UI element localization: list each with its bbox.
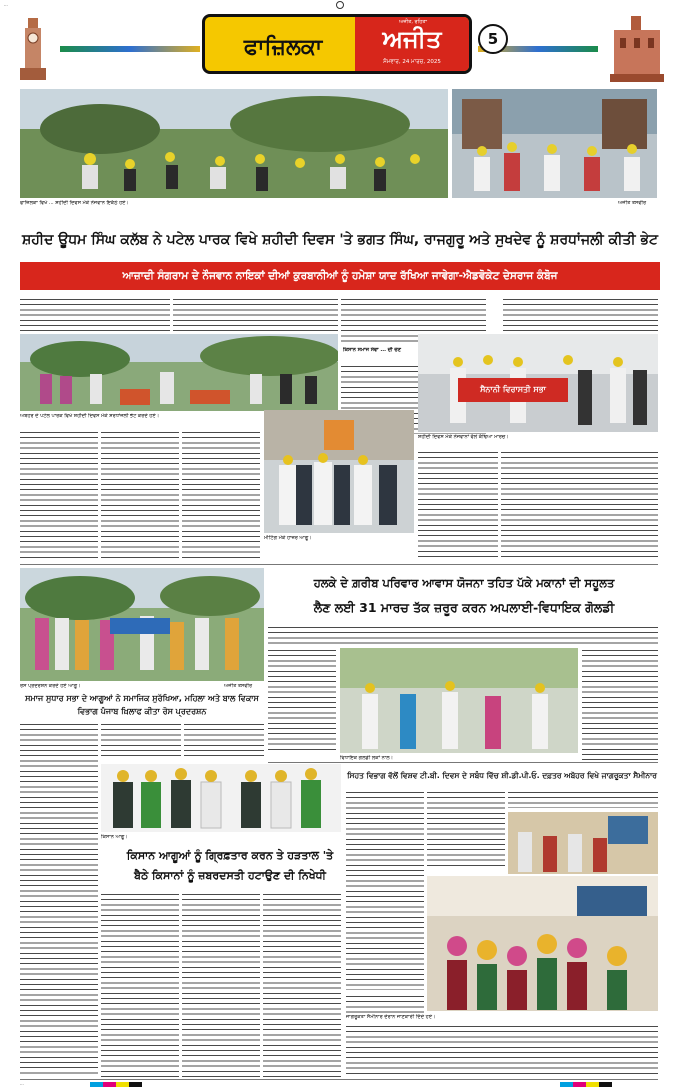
caption-march: ਸ਼ਹੀਦੀ ਦਿਵਸ ਮੌਕੇ ਨੌਜਵਾਨਾਂ ਵੱਲੋਂ ਕੱਢਿਆ ਮਾਰਚ।	[418, 434, 509, 440]
photo-seminar-hall	[427, 876, 658, 1011]
footer-text: ...	[20, 1081, 24, 1086]
article5-body-col3	[508, 790, 658, 808]
article5-headline-box	[346, 766, 658, 786]
clock-tower-icon	[14, 16, 52, 82]
masthead-right-word: ਅਜੀਤ	[382, 25, 442, 53]
photo-protest	[20, 568, 264, 681]
divider-line-1	[20, 564, 658, 565]
article2-body-right	[582, 648, 658, 760]
masthead-left-word: ਫਾਜ਼ਿਲਕਾ	[243, 35, 323, 60]
masthead-stripe-left	[60, 46, 200, 52]
page-number: 5	[478, 24, 508, 54]
color-registration-strip-2	[560, 1082, 612, 1087]
masthead-title-box	[202, 14, 472, 74]
article5-body-bottom	[346, 1024, 658, 1074]
article3-headline-box	[20, 692, 264, 718]
article2-body-top	[268, 625, 658, 645]
caption-protest: ਰੋਸ ਪ੍ਰਦਰਸ਼ਨ ਕਰਦੇ ਹੋਏ ਆਗੂ।	[20, 683, 81, 689]
article2-headline-line1: ਹਲਕੇ ਦੇ ਗ਼ਰੀਬ ਪਰਿਵਾਰ ਆਵਾਸ ਯੋਜਨਾ ਤਹਿਤ ਪੱਕੇ ਮਕਾਨਾਂ ਦੀ ਸਹੂਲਤ	[313, 576, 615, 590]
article-body-col2	[173, 297, 338, 331]
photo-meeting	[264, 410, 414, 533]
masthead	[0, 10, 677, 88]
article-body-col1	[20, 297, 170, 331]
article5-body-col2	[427, 790, 505, 870]
masthead-top-small: ਅਜੀਤ, ਰਹਿਤਾ	[399, 19, 427, 25]
divider-line-2	[268, 762, 658, 763]
top-photo-right	[452, 89, 657, 198]
photo-march	[418, 334, 658, 432]
top-photo-caption: ਫਾਜ਼ਿਲਕਾ ਵਿਖੇ ... ਸ਼ਹੀਦੀ ਦਿਵਸ ਮੌਕੇ ਨੌਜਵਾਨ ਇਕੱਠੇ ਹੋਏ।	[20, 200, 129, 206]
article-body-col5	[20, 430, 98, 560]
banner-in-photo: ਸੈਨਾਨੀ ਵਿਰਾਸਤੀ ਸਭਾ	[480, 385, 546, 394]
small-box-headline: ਕਿਸਾਨ ਸਮਾਜ ਸੇਵਾ ... ਦੀ ਚੋਣ	[343, 347, 401, 353]
photo-seminar	[508, 812, 658, 874]
article-body-col7	[182, 430, 260, 560]
print-meta: ...	[4, 2, 8, 7]
article4-body-col2	[182, 892, 260, 1077]
main-headline: ਸ਼ਹੀਦ ਊਧਮ ਸਿੰਘ ਕਲੱਬ ਨੇ ਪਟੇਲ ਪਾਰਕ ਵਿਖੇ ਸ਼ਹੀਦੀ ਦਿਵਸ 'ਤੇ ਭਗਤ ਸਿੰਘ, ਰਾਜਗੁਰੂ ਅਤੇ ਸੁਖਦੇਵ ਨੂੰ ਸ਼ਰਧਾਂਜਲੀ ਕੀਤੀ ਭੇਟ	[21, 232, 659, 248]
article5-body-col1	[346, 790, 424, 990]
banner-headline: ਆਜ਼ਾਦੀ ਸੰਗਰਾਮ ਦੇ ਨੌਜਵਾਨ ਨਾਇਕਾਂ ਦੀਆਂ ਕੁਰਬਾਨੀਆਂ ਨੂੰ ਹਮੇਸ਼ਾ ਯਾਦ ਰੱਖਿਆ ਜਾਵੇਗਾ-ਐਡਵੋਕੇਟ ਦੇਸਰਾਜ ਕੰਬੋਜ	[122, 270, 558, 282]
caption-farmers: ਕਿਸਾਨ ਆਗੂ।	[101, 834, 128, 840]
photo-farmers	[101, 764, 341, 832]
registration-mark-icon	[336, 1, 344, 9]
caption-seminar: ਜਾਗਰੂਕਤਾ ਸੈਮੀਨਾਰ ਦੌਰਾਨ ਜਾਣਕਾਰੀ ਦਿੰਦੇ ਹੋਏ।	[346, 1014, 436, 1020]
article2-body-left	[268, 648, 336, 753]
article4-headline: ਕਿਸਾਨ ਆਗੂਆਂ ਨੂੰ ਗ੍ਰਿਫ਼ਤਾਰ ਕਰਨ ਤੇ ਹੜਤਾਲ 'ਤੇ ਬੈਠੇ ਕਿਸਾਨਾਂ ਨੂੰ ਜ਼ਬਰਦਸਤੀ ਹਟਾਉਣ ਦੀ ਨਿਖੇਧੀ	[126, 849, 334, 882]
article4-body-col3	[263, 892, 341, 1077]
article-body-col6	[101, 430, 179, 560]
article5-body-col4	[346, 994, 424, 1014]
article3-body-col3	[184, 722, 264, 760]
article4-headline-box	[120, 846, 340, 888]
article5-headline: ਸਿਹਤ ਵਿਭਾਗ ਵੱਲੋਂ ਵਿਸ਼ਵ ਟੀ.ਬੀ. ਦਿਵਸ ਦੇ ਸਬੰਧ ਵਿੱਚ ਸ਼ੀ.ਡੀ.ਪੀ.ਓ. ਦਫ਼ਤਰ ਅਬੋਹਰ ਵਿਖੇ ਜਾਗਰੂਕਤਾ ਸੈਮੀਨਾਰ	[347, 771, 657, 780]
caption-meeting: ਮੀਟਿੰਗ ਮੌਕੇ ਹਾਜ਼ਰ ਆਗੂ।	[264, 535, 312, 541]
caption-protest-credit: ਅਜੀਤ ਤਸਵੀਰ	[224, 683, 253, 689]
caption-mla: ਵਿਧਾਇਕ ਗੋਲਡੀ ਲੋਕਾਂ ਨਾਲ।	[340, 755, 393, 761]
masthead-date: ਸੋਮਵਾਰ, 24 ਮਾਰਚ, 2025	[383, 59, 441, 65]
photo-mla	[340, 648, 578, 753]
heritage-building-icon	[608, 16, 666, 82]
photo-patel-park	[20, 334, 338, 411]
article4-body-col1	[101, 892, 179, 1077]
article3-body-col2	[101, 722, 181, 760]
top-photo-credit: ਅਜੀਤ ਤਸਵੀਰ	[618, 200, 647, 206]
caption-patel-park: ਅਬੋਹਰ ਦੇ ਪਟੇਲ ਪਾਰਕ ਵਿਖੇ ਸ਼ਹੀਦੀ ਦਿਵਸ ਮੌਕੇ ਸ਼ਰਧਾਂਜਲੀ ਭੇਟ ਕਰਦੇ ਹੋਏ।	[20, 413, 160, 419]
color-registration-strip	[90, 1082, 142, 1087]
article3-headline: ਸਮਾਜ ਸੁਧਾਰ ਸਭਾ ਦੇ ਆਗੂਆਂ ਨੇ ਸਮਾਜਿਕ ਸੁਰੱਖਿਆ, ਮਹਿਲਾ ਅਤੇ ਬਾਲ ਵਿਕਾਸ ਵਿਭਾਗ ਪੰਜਾਬ ਖ਼ਿਲਾਫ ਕੀਤਾ ਰੋਸ ਪ੍ਰਦਰਸ਼ਨ	[25, 694, 259, 716]
top-photo-left	[20, 89, 448, 198]
banner-strip	[20, 262, 660, 290]
article-body-col4	[503, 297, 658, 331]
article-body-col8	[418, 450, 498, 560]
article3-body-col1	[20, 722, 98, 1077]
article-body-col9	[501, 450, 658, 560]
footer-rule	[20, 1079, 658, 1080]
article2-headline-line2: ਲੈਣ ਲਈ 31 ਮਾਰਚ ਤੱਕ ਜ਼ਰੂਰ ਕਰਨ ਅਪਲਾਈ-ਵਿਧਾਇਕ ਗੋਲਡੀ	[313, 600, 615, 615]
